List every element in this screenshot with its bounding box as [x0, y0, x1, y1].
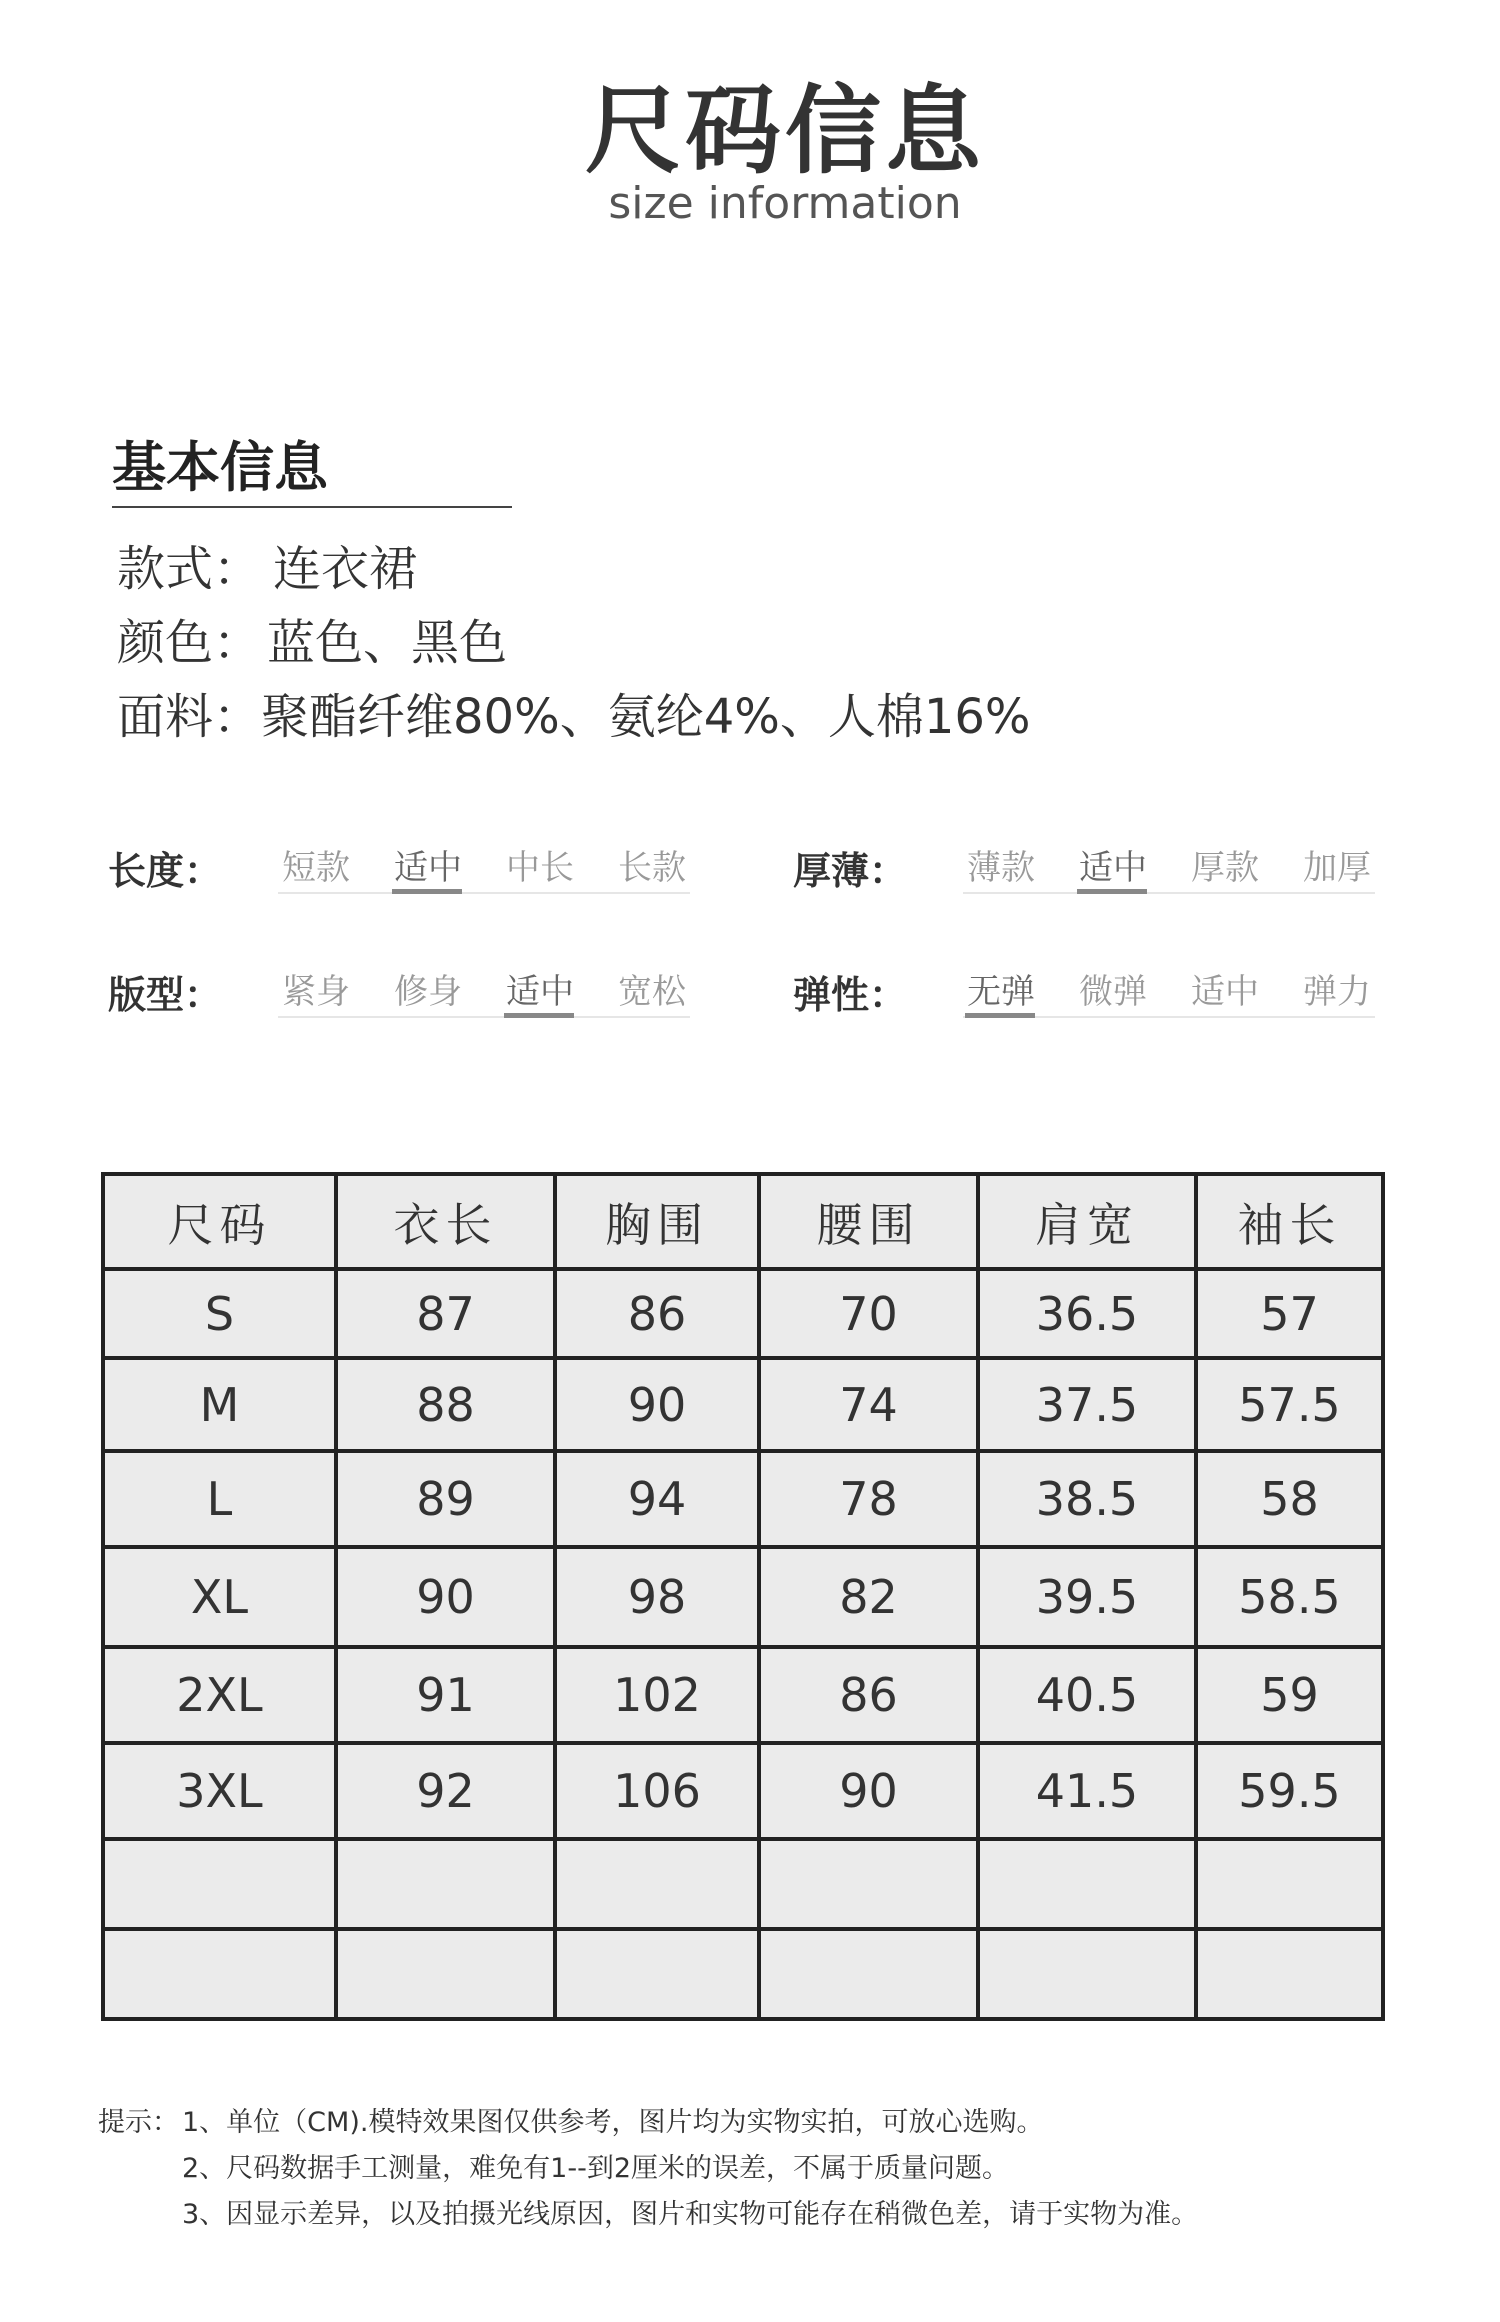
- table-cell: 86: [759, 1647, 978, 1743]
- elasticity-option-medium: 适中: [1191, 972, 1259, 1012]
- notes-prefix: 提示：: [98, 2107, 179, 2138]
- table-header-cell: 肩宽: [978, 1174, 1196, 1269]
- table-cell: 106: [555, 1743, 759, 1839]
- table-cell-empty: [555, 1929, 759, 2019]
- length-option-short: 短款: [282, 848, 350, 888]
- thickness-option-extra-thick: 加厚: [1303, 848, 1371, 888]
- table-row-empty: [103, 1839, 1383, 1929]
- fit-track: [278, 1016, 690, 1018]
- length-option-long: 长款: [618, 848, 686, 888]
- table-row: [103, 1547, 1383, 1647]
- table-cell: S: [103, 1269, 336, 1358]
- fabric-label: 面料：: [117, 689, 262, 745]
- table-cell: 38.5: [978, 1451, 1196, 1547]
- thickness-track: [963, 892, 1375, 894]
- color-value: 蓝色、黑色: [267, 615, 508, 671]
- table-cell-empty: [1196, 1839, 1383, 1929]
- table-cell-empty: [1196, 1929, 1383, 2019]
- table-cell: 102: [555, 1647, 759, 1743]
- note-line-2: 2、尺码数据手工测量，难免有1--到2厘米的误差，不属于质量问题。: [182, 2153, 1010, 2184]
- table-cell-empty: [336, 1839, 555, 1929]
- elasticity-option-stretch: 弹力: [1303, 972, 1371, 1012]
- thickness-option-thick: 厚款: [1191, 848, 1259, 888]
- thickness-option-thin: 薄款: [967, 848, 1035, 888]
- table-cell: 88: [336, 1358, 555, 1451]
- table-cell: 59: [1196, 1647, 1383, 1743]
- table-cell: 41.5: [978, 1743, 1196, 1839]
- table-cell: 86: [555, 1269, 759, 1358]
- color-row: [117, 604, 507, 673]
- thickness-label: 厚薄：: [793, 849, 908, 893]
- table-cell: 57.5: [1196, 1358, 1383, 1451]
- table-cell: 91: [336, 1647, 555, 1743]
- table-cell-empty: [103, 1839, 336, 1929]
- table-row: [103, 1269, 1383, 1358]
- table-row: [103, 1743, 1383, 1839]
- table-cell: 2XL: [103, 1647, 336, 1743]
- table-cell: 58.5: [1196, 1547, 1383, 1647]
- color-label: 颜色：: [117, 615, 262, 671]
- table-cell: 59.5: [1196, 1743, 1383, 1839]
- table-cell: 78: [759, 1451, 978, 1547]
- page-subtitle: size information: [608, 178, 962, 229]
- table-cell-empty: [555, 1839, 759, 1929]
- table-cell: 92: [336, 1743, 555, 1839]
- table-cell: 3XL: [103, 1743, 336, 1839]
- thickness-option-medium: 适中: [1079, 848, 1147, 888]
- table-cell: 94: [555, 1451, 759, 1547]
- table-header-cell: 袖长: [1196, 1174, 1383, 1269]
- table-cell: 98: [555, 1547, 759, 1647]
- elasticity-option-slight: 微弹: [1079, 972, 1147, 1012]
- table-cell: 82: [759, 1547, 978, 1647]
- table-row: [103, 1358, 1383, 1451]
- style-label: 款式：: [117, 541, 262, 597]
- table-cell: 89: [336, 1451, 555, 1547]
- elasticity-option-none: 无弹: [967, 972, 1035, 1012]
- size-table: [101, 1172, 1385, 2021]
- elasticity-label: 弹性：: [793, 973, 908, 1017]
- fit-option-tight: 紧身: [282, 972, 350, 1012]
- table-header-cell: 腰围: [759, 1174, 978, 1269]
- table-cell: L: [103, 1451, 336, 1547]
- fabric-row: [117, 678, 1031, 747]
- table-cell-empty: [978, 1929, 1196, 2019]
- basic-info-heading: 基本信息: [112, 436, 328, 499]
- elasticity-selected-marker: [965, 1013, 1035, 1018]
- table-cell: 40.5: [978, 1647, 1196, 1743]
- fit-selected-marker: [504, 1013, 574, 1018]
- table-cell: 36.5: [978, 1269, 1196, 1358]
- table-cell: 90: [555, 1358, 759, 1451]
- table-row-empty: [103, 1929, 1383, 2019]
- table-cell: 87: [336, 1269, 555, 1358]
- table-cell-empty: [978, 1839, 1196, 1929]
- table-header-row: [103, 1174, 1383, 1269]
- table-cell-empty: [759, 1839, 978, 1929]
- table-row: [103, 1451, 1383, 1547]
- table-header-cell: 衣长: [336, 1174, 555, 1269]
- table-cell: 70: [759, 1269, 978, 1358]
- table-cell: 39.5: [978, 1547, 1196, 1647]
- fit-option-loose: 宽松: [618, 972, 686, 1012]
- table-cell-empty: [759, 1929, 978, 2019]
- thickness-selected-marker: [1077, 889, 1147, 894]
- fabric-value: 聚酯纤维80%、氨纶4%、人棉16%: [261, 689, 1031, 745]
- style-row: [117, 530, 417, 599]
- table-cell-empty: [103, 1929, 336, 2019]
- table-cell: M: [103, 1358, 336, 1451]
- table-row: [103, 1647, 1383, 1743]
- length-option-medium: 适中: [394, 848, 462, 888]
- fit-label: 版型：: [108, 973, 223, 1017]
- length-label: 长度：: [108, 849, 223, 893]
- table-cell: 90: [759, 1743, 978, 1839]
- table-header-cell: 胸围: [555, 1174, 759, 1269]
- table-cell: 58: [1196, 1451, 1383, 1547]
- length-track: [278, 892, 690, 894]
- length-selected-marker: [392, 889, 462, 894]
- page-title: 尺码信息: [585, 75, 985, 187]
- table-cell: 74: [759, 1358, 978, 1451]
- note-line-1: 1、单位（CM).模特效果图仅供参考，图片均为实物实拍，可放心选购。: [182, 2107, 1044, 2138]
- style-value: 连衣裙: [273, 541, 418, 597]
- length-option-midlong: 中长: [506, 848, 574, 888]
- table-cell: 57: [1196, 1269, 1383, 1358]
- note-line-3: 3、因显示差异，以及拍摄光线原因，图片和实物可能存在稍微色差，请于实物为准。: [182, 2199, 1199, 2230]
- basic-info-divider: [112, 506, 512, 508]
- table-cell: 37.5: [978, 1358, 1196, 1451]
- table-header-cell: 尺码: [103, 1174, 336, 1269]
- fit-option-regular: 适中: [506, 972, 574, 1012]
- table-cell: XL: [103, 1547, 336, 1647]
- table-cell: 90: [336, 1547, 555, 1647]
- fit-option-slim: 修身: [394, 972, 462, 1012]
- table-cell-empty: [336, 1929, 555, 2019]
